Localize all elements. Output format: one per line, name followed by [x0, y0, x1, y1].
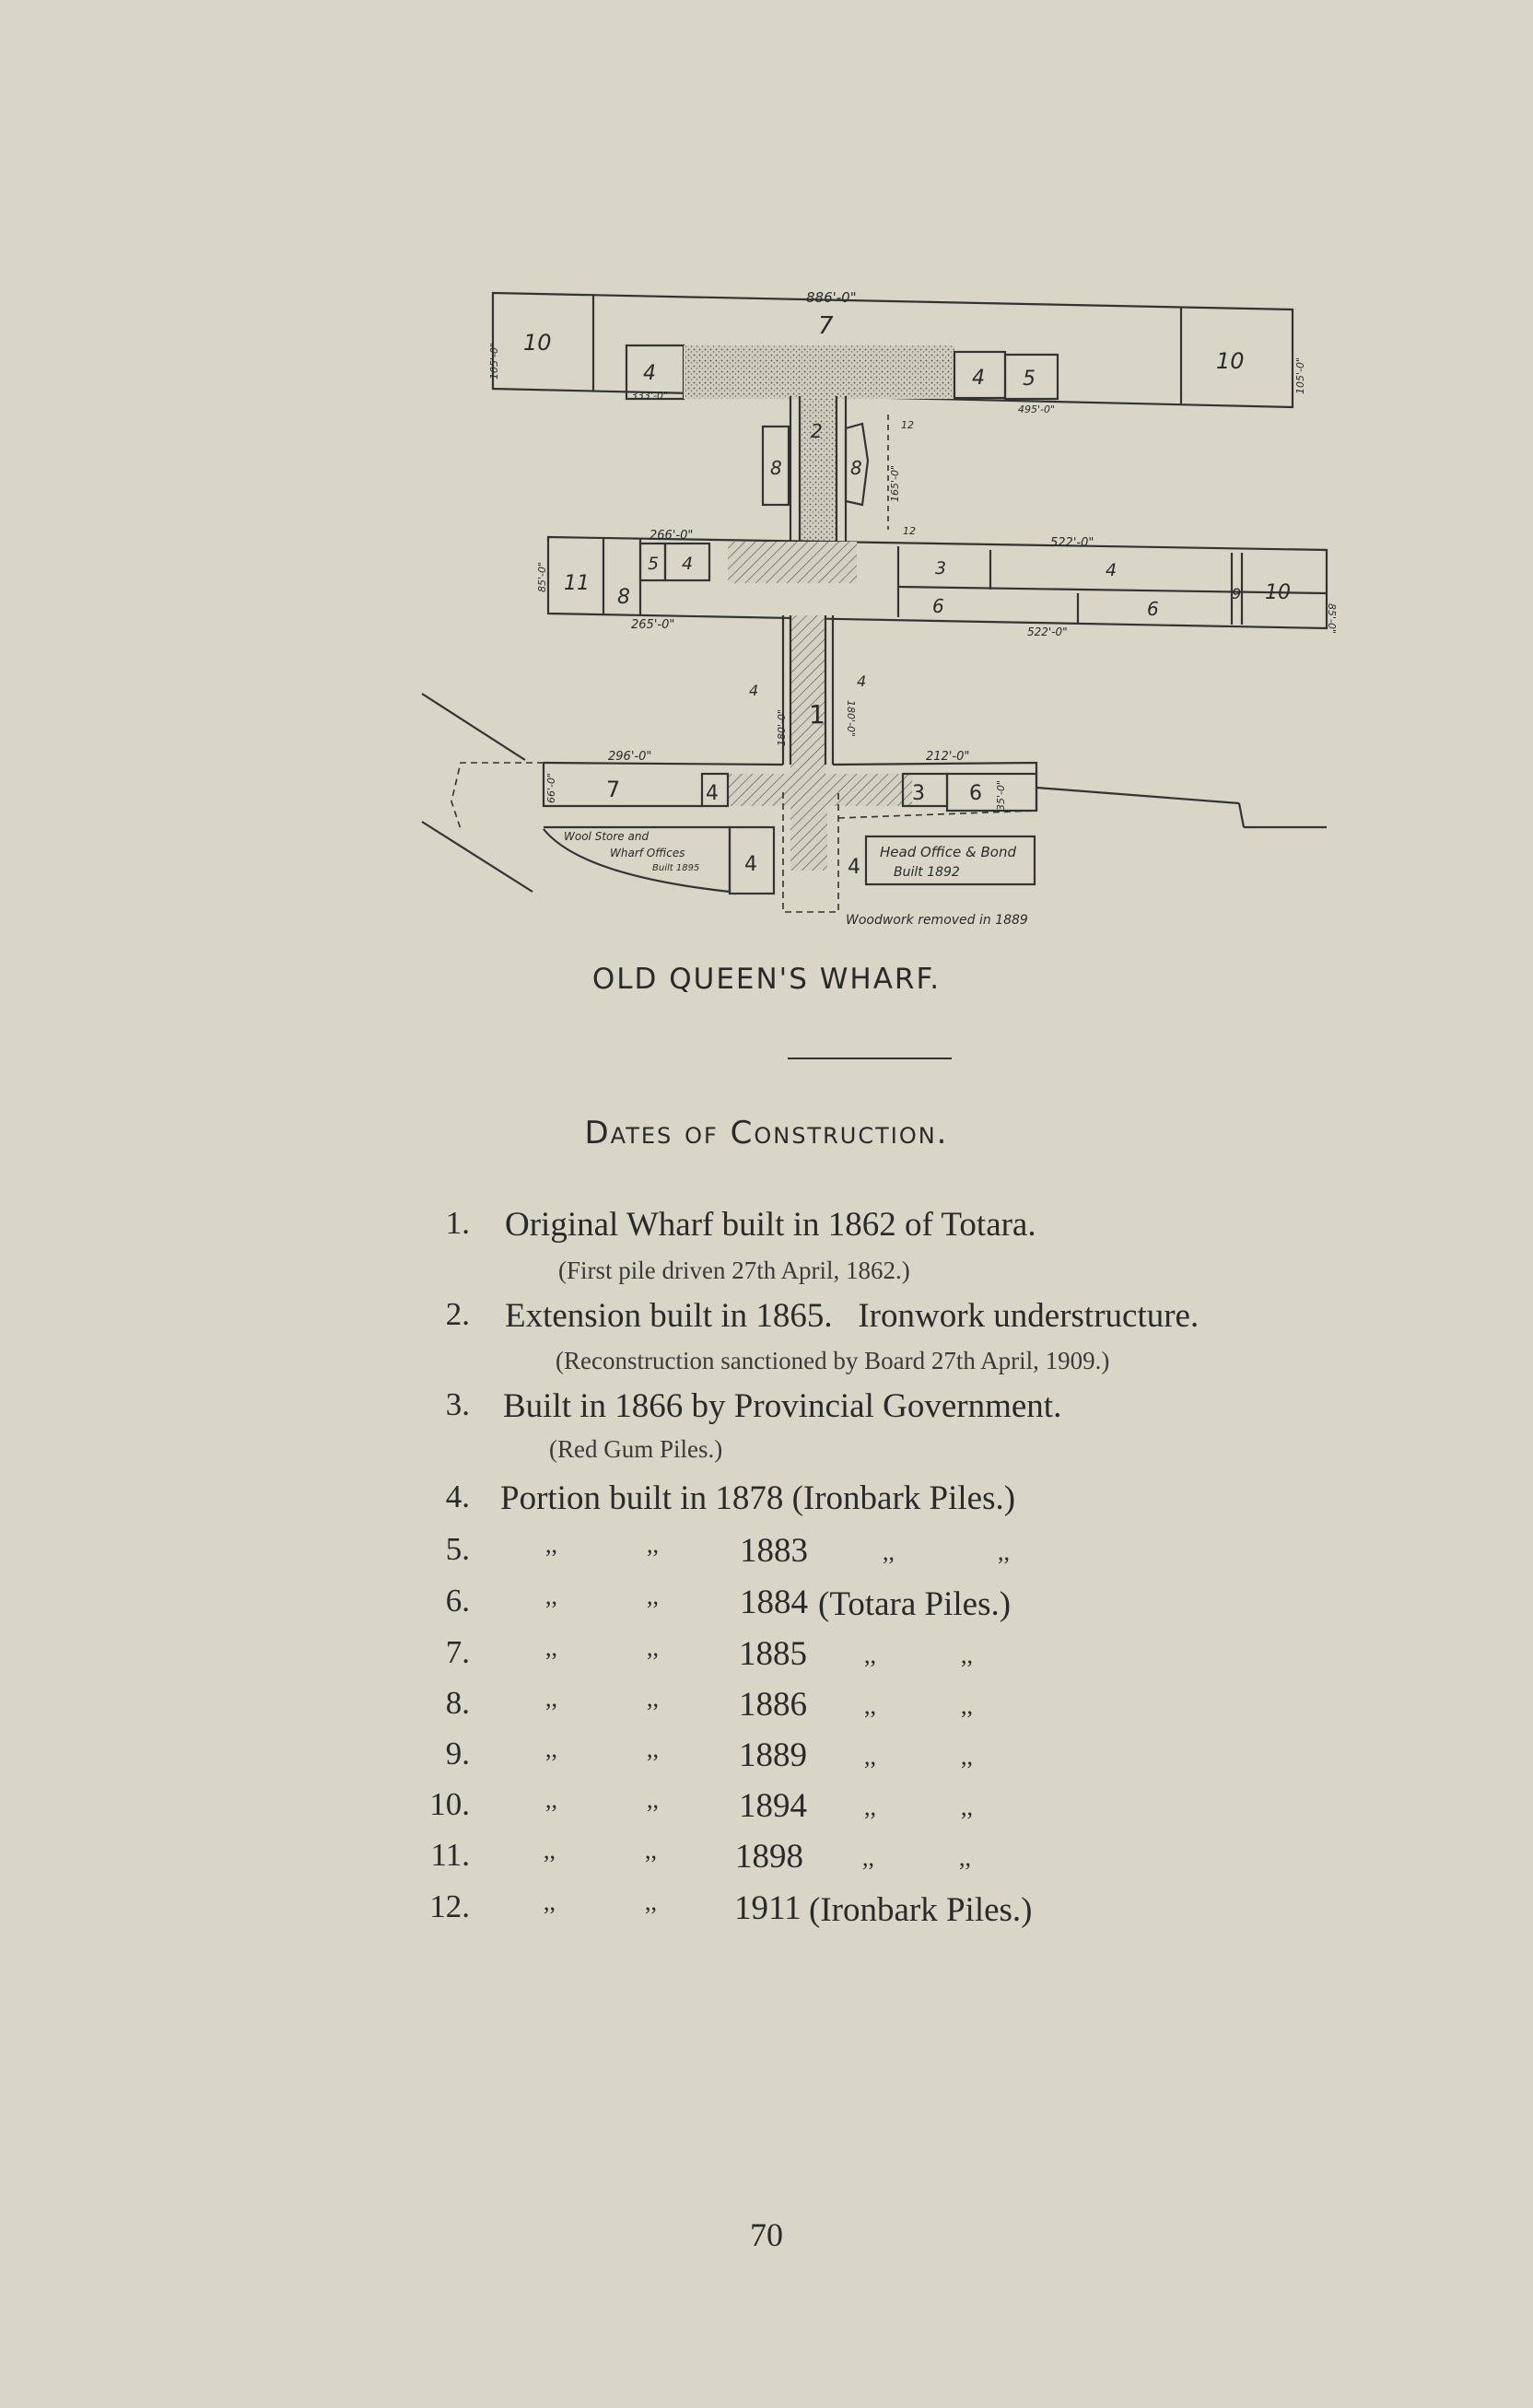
entry-8-num: 8. — [445, 1685, 470, 1721]
num-4-e: 4 — [749, 682, 759, 699]
dim-495: 495'-0" — [1018, 403, 1056, 415]
dim-265: 265'-0" — [631, 618, 675, 632]
entry-5-ditto-c: ,, — [883, 1538, 895, 1565]
num-5-a: 5 — [1023, 368, 1036, 391]
entry-9-year: 1889 — [739, 1736, 807, 1774]
dim-105-right: 105'-0" — [1294, 357, 1306, 394]
num-4-i: 4 — [848, 856, 860, 879]
dim-180-left: 180'-0" — [776, 708, 788, 746]
entry-11-ditto-d: ,, — [959, 1844, 971, 1871]
dim-333: 333'-0" — [631, 390, 669, 402]
num-4-d: 4 — [1106, 560, 1118, 580]
entry-2-text: Extension built in 1865. Ironwork understructure. — [505, 1297, 1199, 1335]
entry-9-ditto-c: ,, — [864, 1743, 876, 1770]
entry-11-ditto-c: ,, — [862, 1844, 874, 1871]
entry-6-ditto-b: ,, — [647, 1583, 659, 1609]
entry-10-ditto-c: ,, — [864, 1794, 876, 1820]
num-6-a: 6 — [932, 595, 944, 617]
page-number: 70 — [750, 2216, 783, 2253]
entry-11-ditto-a: ,, — [544, 1837, 556, 1864]
entry-12-year: 1911 — [734, 1889, 802, 1927]
dim-522-bottom: 522'-0" — [1027, 625, 1068, 638]
num-4-f: 4 — [857, 672, 867, 690]
num-4-c: 4 — [682, 554, 694, 574]
entry-11-num: 11. — [430, 1837, 470, 1873]
num-5-b: 5 — [648, 554, 660, 574]
dim-522-top: 522'-0" — [1050, 536, 1094, 550]
entry-2-num: 2. — [445, 1296, 470, 1332]
num-8-c: 8 — [617, 586, 630, 609]
num-9: 9 — [1232, 585, 1242, 602]
num-10-top-right: 10 — [1216, 348, 1245, 374]
dates-heading: Dates of Construction. — [584, 1115, 949, 1151]
entry-1-note: (First pile driven 27th April, 1862.) — [558, 1257, 910, 1284]
dim-165: 165'-0" — [889, 464, 901, 502]
entry-7-ditto-d: ,, — [961, 1642, 973, 1668]
entry-12-rest: (Ironbark Piles.) — [809, 1891, 1033, 1929]
entry-6-num: 6. — [445, 1583, 470, 1619]
entry-8-ditto-c: ,, — [864, 1692, 876, 1719]
num-3-b: 3 — [912, 782, 925, 805]
entry-11-year: 1898 — [735, 1838, 803, 1876]
dim-66: 66'-0" — [545, 772, 557, 803]
entry-3-text: Built in 1866 by Provincial Government. — [503, 1387, 1062, 1425]
num-11: 11 — [564, 572, 590, 595]
entry-8-ditto-d: ,, — [961, 1692, 973, 1719]
section-6-bottom — [947, 774, 1036, 811]
entry-10-ditto-a: ,, — [545, 1786, 557, 1813]
plan-title: OLD QUEEN'S WHARF. — [591, 963, 942, 996]
head-office-label-2: Built 1892 — [894, 865, 960, 880]
entry-9-num: 9. — [445, 1736, 470, 1771]
wharf-plan-diagram — [405, 276, 1338, 949]
entry-10-num: 10. — [429, 1786, 470, 1822]
entry-5-year: 1883 — [740, 1532, 808, 1570]
num-1: 1 — [809, 699, 825, 730]
num-8-b: 8 — [850, 457, 862, 479]
entry-12-num: 12. — [429, 1888, 470, 1924]
dim-180-right: 180'-0" — [845, 700, 857, 738]
entry-4-text: Portion built in 1878 (Ironbark Piles.) — [500, 1479, 1016, 1517]
head-office-label-1: Head Office & Bond — [880, 844, 1016, 860]
dim-296: 296'-0" — [608, 750, 652, 764]
entry-3-note: (Red Gum Piles.) — [549, 1435, 723, 1463]
entry-2-note: (Reconstruction sanctioned by Board 27th April, 1909.) — [556, 1347, 1110, 1374]
num-10-top-left: 10 — [523, 330, 552, 356]
entry-6-year: 1884 — [740, 1584, 808, 1621]
dim-105-left: 105'-0" — [488, 342, 500, 380]
wool-store-label-3: Built 1895 — [652, 863, 700, 873]
num-4-h: 4 — [744, 853, 757, 876]
dim-12-top: 12 — [901, 419, 914, 431]
entry-8-ditto-a: ,, — [545, 1685, 557, 1712]
dim-85-right: 85'-0" — [1326, 603, 1338, 635]
num-10-c: 10 — [1265, 581, 1291, 604]
num-3-a: 3 — [935, 558, 947, 579]
entry-9-ditto-d: ,, — [961, 1743, 973, 1770]
num-8-a: 8 — [770, 457, 782, 479]
num-4-a: 4 — [643, 362, 656, 385]
entry-7-ditto-c: ,, — [864, 1642, 876, 1668]
entry-12-ditto-a: ,, — [544, 1888, 556, 1915]
entry-12-ditto-b: ,, — [645, 1888, 657, 1915]
entry-1-text: Original Wharf built in 1862 of Totara. — [505, 1206, 1036, 1244]
entry-4-num: 4. — [445, 1479, 470, 1514]
num-6-c: 6 — [969, 782, 982, 805]
entry-8-ditto-b: ,, — [647, 1685, 659, 1712]
dim-35: 35'-0" — [995, 779, 1007, 811]
num-7-b: 7 — [606, 777, 621, 802]
entry-7-num: 7. — [445, 1634, 470, 1670]
entry-8-year: 1886 — [739, 1686, 807, 1724]
entry-5-ditto-b: ,, — [647, 1531, 659, 1558]
entry-9-ditto-b: ,, — [647, 1736, 659, 1762]
num-4-b: 4 — [972, 367, 985, 390]
dim-12-bottom: 12 — [903, 525, 916, 537]
num-2: 2 — [811, 420, 823, 442]
wool-store-label-1: Wool Store and — [564, 830, 649, 843]
woodwork-label: Woodwork removed in 1889 — [846, 913, 1028, 928]
num-4-g: 4 — [706, 782, 719, 805]
entry-5-num: 5. — [445, 1531, 470, 1567]
entry-11-ditto-b: ,, — [645, 1837, 657, 1864]
dim-886: 886'-0" — [806, 289, 857, 306]
dim-212: 212'-0" — [926, 750, 970, 764]
entry-9-ditto-a: ,, — [545, 1736, 557, 1762]
num-6-b: 6 — [1147, 598, 1159, 620]
entry-6-rest: (Totara Piles.) — [818, 1585, 1012, 1623]
wool-store-label-2: Wharf Offices — [610, 847, 685, 859]
dim-266: 266'-0" — [649, 529, 694, 543]
entry-10-ditto-b: ,, — [647, 1786, 659, 1813]
entry-10-ditto-d: ,, — [961, 1794, 973, 1820]
dim-85-left: 85'-0" — [536, 561, 548, 592]
entry-10-year: 1894 — [739, 1787, 807, 1825]
entry-7-ditto-a: ,, — [545, 1634, 557, 1661]
entry-7-ditto-b: ,, — [647, 1634, 659, 1661]
entry-5-ditto-a: ,, — [545, 1531, 557, 1558]
num-7-top: 7 — [818, 312, 834, 340]
entry-3-num: 3. — [445, 1386, 470, 1422]
entry-7-year: 1885 — [739, 1635, 807, 1673]
divider-rule — [788, 1058, 952, 1059]
entry-1-num: 1. — [445, 1205, 470, 1241]
entry-5-ditto-d: ,, — [998, 1538, 1010, 1565]
entry-6-ditto-a: ,, — [545, 1583, 557, 1609]
